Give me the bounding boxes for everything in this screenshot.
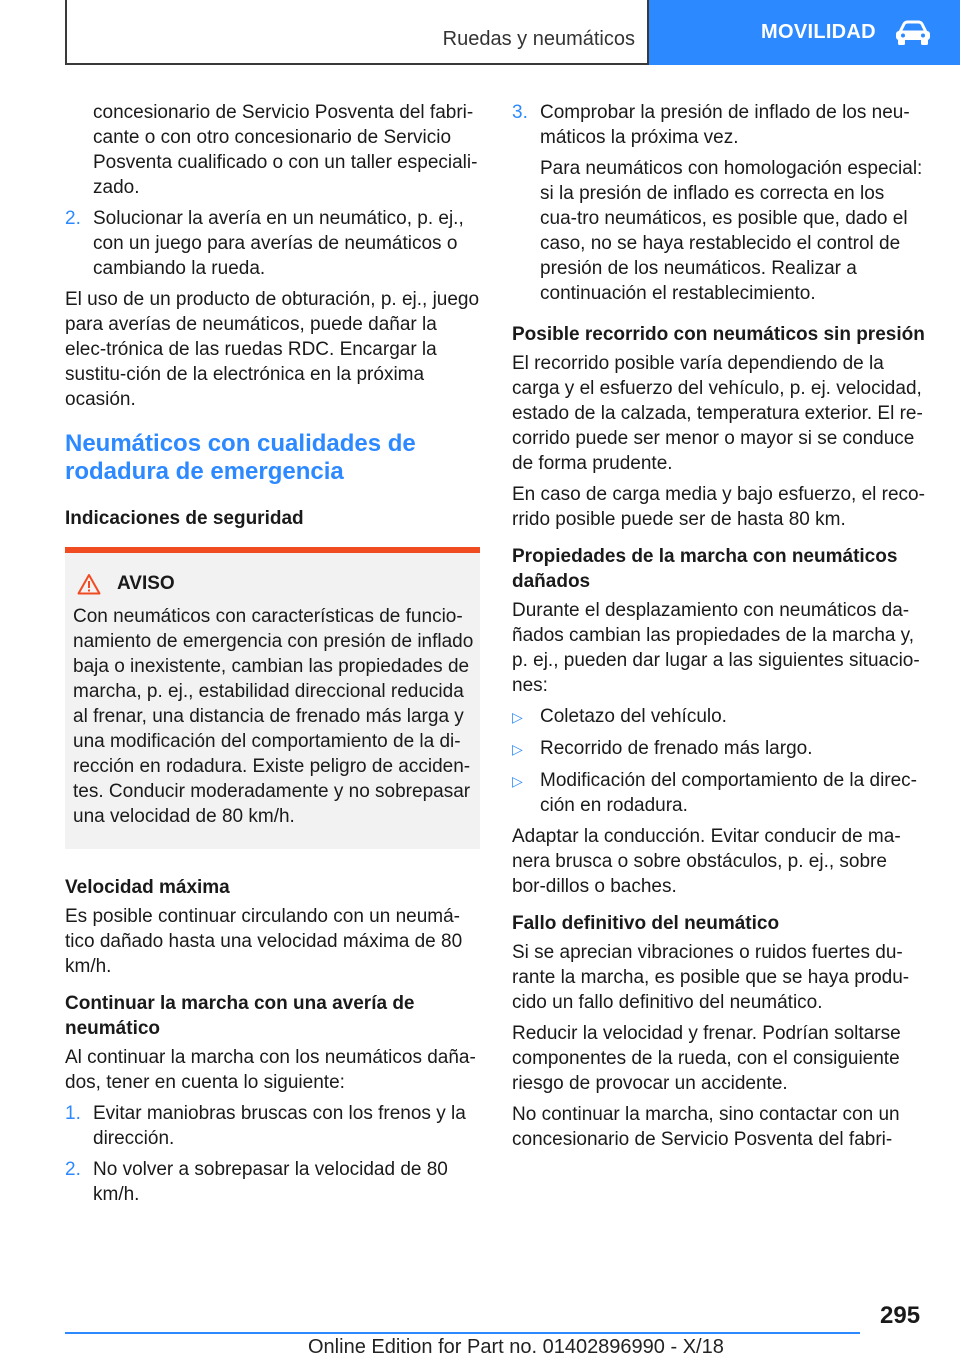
list-item: [65, 206, 480, 281]
step-number: 2.: [65, 208, 81, 229]
left-column: [65, 100, 480, 1213]
car-icon: [894, 20, 932, 46]
failure-paragraph: Reducir la velocidad y frenar. Podrían soltarse componentes de la rueda, con el consiguiente riesgo de provocar un accidente.: [512, 1023, 901, 1094]
bullet-item: [512, 736, 925, 762]
bullet-triangle-icon: ▷: [512, 741, 523, 757]
right-column: [512, 100, 925, 1158]
subheading-speed: Velocidad máxima: [65, 877, 230, 898]
step-text: Comprobar la presión de inflado de los neu-máticos la próxima vez.: [540, 102, 910, 148]
list-item: [512, 100, 925, 150]
bullet-triangle-icon: ▷: [512, 773, 523, 789]
bullet-item: [512, 768, 925, 818]
failure-paragraph: No continuar la marcha, sino contactar con un concesionario de Servicio Posventa del fabri-: [512, 1104, 900, 1150]
bullet-triangle-icon: ▷: [512, 709, 523, 725]
list-item: [65, 1157, 480, 1207]
step-text: Evitar maniobras bruscas con los frenos y la dirección.: [93, 1103, 466, 1149]
section-heading: Neumáticos con cualidades de rodadura de emergencia: [65, 430, 416, 485]
warning-title-row: [73, 571, 474, 596]
continued-paragraph: concesionario de Servicio Posventa del fabri-cante o con otro concesionario de Servicio Posventa cualificado o con un taller especiali-zado.: [93, 102, 478, 198]
adapt-paragraph: Adaptar la conducción. Evitar conducir de ma-nera brusca o sobre obstáculos, p. ej., sobre bor-dillos o baches.: [512, 826, 901, 897]
page-number: 295: [880, 1302, 921, 1329]
subheading-properties: Propiedades de la marcha con neumáticos dañados: [512, 546, 898, 592]
step-number: 2.: [65, 1159, 81, 1180]
bullet-text: Coletazo del vehículo.: [540, 706, 727, 727]
speed-paragraph: Es posible continuar circulando con un neumá-tico dañado hasta una velocidad máxima de 80 km/h.: [65, 906, 463, 977]
range-paragraph: En caso de carga media y bajo esfuerzo, el reco-rrido posible puede ser de hasta 80 km.: [512, 484, 925, 530]
subheading-failure: Fallo definitivo del neumático: [512, 913, 780, 934]
header-section-box: [65, 0, 649, 65]
section-title: Ruedas y neumáticos: [442, 28, 635, 50]
tab-label: MOVILIDAD: [761, 21, 876, 43]
step-text: Solucionar la avería en un neumático, p. ej., con un juego para averías de neumáticos o cambiando la rueda.: [93, 208, 464, 279]
warning-triangle-icon: [77, 573, 101, 595]
step-subparagraph: Para neumáticos con homologación especial: si la presión de inflado es correcta en los cua-tro neumáticos, es posible que, dado el caso, no se haya restablecido el control de presión de los neumáticos. Realizar a continuación el restablecimiento.: [540, 158, 923, 304]
page-header: [65, 0, 960, 65]
subheading-range: Posible recorrido con neumáticos sin presión: [512, 324, 925, 345]
range-paragraph: El recorrido posible varía dependiendo de la carga y el esfuerzo del vehículo, p. ej. velocidad, estado de la calzada, temperatura exterior. El re-corrido puede ser menor o mayor si se conduce de forma prudente.: [512, 353, 923, 474]
failure-paragraph: Si se aprecian vibraciones o ruidos fuertes du-rante la marcha, es posible que se haya produ-cido un fallo definitivo del neumático.: [512, 942, 910, 1013]
edition-text: Online Edition for Part no. 01402896990 - X/18: [308, 1336, 724, 1358]
continue-paragraph: Al continuar la marcha con los neumáticos daña-dos, tener en cuenta lo siguiente:: [65, 1047, 476, 1093]
step-number: 3.: [512, 102, 528, 123]
bullet-item: [512, 704, 925, 730]
step-number: 1.: [65, 1103, 81, 1124]
properties-paragraph: Durante el desplazamiento con neumáticos da-ñados cambian las propiedades de la marcha y, p. ej., pueden dar lugar a las siguientes situacio-nes:: [512, 600, 920, 696]
bullet-text: Recorrido de frenado más largo.: [540, 738, 813, 759]
header-tab[interactable]: [649, 0, 960, 65]
step-text: No volver a sobrepasar la velocidad de 80 km/h.: [93, 1159, 448, 1205]
list-item: [65, 1101, 480, 1151]
warning-title: AVISO: [117, 573, 175, 594]
subheading-safety: Indicaciones de seguridad: [65, 508, 304, 529]
warning-box: [65, 547, 480, 849]
warning-text: Con neumáticos con características de funcio-namiento de emergencia con presión de inflado baja o inexistente, cambian las propiedades de marcha, p. ej., estabilidad direccional reducida al frenar, una distancia de frenado más larga y una modificación del comportamiento de la di-rección en rodadura. Existe peligro de acciden-tes. Conducir moderadamente y no sobrepasar una velocidad de 80 km/h.: [73, 606, 474, 827]
footer-divider: [65, 1332, 860, 1334]
subheading-continue: Continuar la marcha con una avería de neumático: [65, 993, 415, 1039]
rdc-paragraph: El uso de un producto de obturación, p. ej., juego para averías de neumáticos, puede dañar la elec-trónica de las ruedas RDC. Encargar la sustitu-ción de la electrónica en la próxima ocasión.: [65, 289, 480, 410]
bullet-text: Modificación del comportamiento de la direc-ción en rodadura.: [540, 770, 918, 816]
